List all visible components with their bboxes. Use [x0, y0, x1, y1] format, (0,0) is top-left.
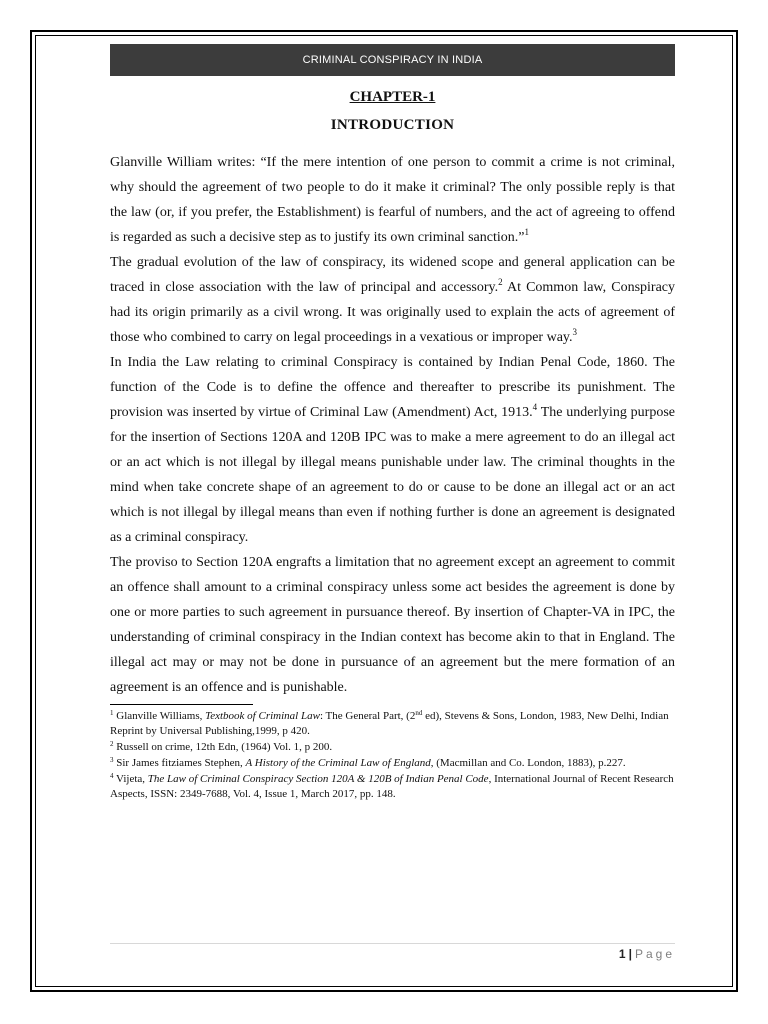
- paragraph-3-text-b: The underlying purpose for the insertion of Sections 120A and 120B IPC was to make a mere agreement to do an illegal act or an act which is not illegal by illegal means punishable under law. The criminal thoughts in the mind when take concrete shape of an agreement to do or cause to be done an illegal act or an act which is not illegal by illegal means than even if nothing further is done an agreement is designated as a criminal conspiracy.: [110, 405, 675, 545]
- footnote-ref-1[interactable]: 1: [524, 227, 529, 237]
- paragraph-3: [110, 350, 675, 550]
- paragraph-1-text: Glanville William writes: “If the mere intention of one person to commit a crime is not criminal, why should the agreement of two people to do it make it criminal? The only possible reply is that the law (or, if you prefer, the Establishment) is fearful of numbers, and the act of agreeing to offend is regarded as such a decisive step as to justify its own criminal sanction.”: [110, 155, 675, 245]
- footnote-separator: [110, 704, 253, 705]
- page-number-label: Page: [634, 947, 675, 961]
- running-header: [110, 44, 675, 76]
- footnote-4-pre: Vijeta,: [113, 773, 148, 785]
- footnote-2-text: Russell on crime, 12th Edn, (1964) Vol. 1, p 200.: [113, 741, 333, 753]
- footnote-1-ordinal: nd: [415, 709, 423, 717]
- footer-rule: [110, 943, 675, 944]
- footnote-3: [110, 756, 675, 771]
- paragraph-4-text: The proviso to Section 120A engrafts a limitation that no agreement except an agreement to commit an offence shall amount to a criminal conspiracy unless some act besides the agreement is done by one or more parties to such agreement in pursuance thereof. By insertion of Chapter-VA in IPC, the understanding of criminal conspiracy in the Indian context has become akin to that in England. The illegal act may or may not be done in pursuance of an agreement but the mere formation of an agreement is an offence and is punishable.: [110, 555, 675, 695]
- chapter-title: INTRODUCTION: [330, 117, 455, 133]
- footnote-ref-2[interactable]: 2: [498, 277, 503, 287]
- footnote-ref-4[interactable]: 4: [532, 402, 538, 412]
- paragraph-4: [110, 550, 675, 700]
- footnote-2-number: 2: [110, 740, 114, 748]
- footnote-3-number: 3: [110, 756, 114, 764]
- page-number: [619, 947, 675, 961]
- running-header-title: CRIMINAL CONSPIRACY IN INDIA: [302, 54, 483, 66]
- footnote-4-title: The Law of Criminal Conspiracy Section 120A & 120B of Indian Penal Code: [147, 773, 489, 785]
- footnote-4: [110, 772, 675, 802]
- body-text: [110, 150, 675, 700]
- footnote-3-post: , (Macmillan and Co. London, 1883), p.227.: [430, 757, 626, 769]
- footnote-1-title: Textbook of Criminal Law: [205, 710, 320, 722]
- paragraph-2-text-a: The gradual evolution of the law of conspiracy, its widened scope and general application can be traced in close association with the law of principal and accessory.: [110, 255, 675, 295]
- paragraph-3-text-a: In India the Law relating to criminal Conspiracy is contained by Indian Penal Code, 1860. The function of the Code is to define the offence and thereafter to prescribe its punishment. The provision was inserted by virtue of Criminal Law (Amendment) Act, 1913.: [110, 355, 675, 420]
- footnote-4-post: , International Journal of Recent Research Aspects, ISSN: 2349-7688, Vol. 4, Issue 1, March 2017, pp. 148.: [110, 773, 674, 800]
- footnote-3-title: A History of the Criminal Law of England: [245, 757, 431, 769]
- footnote-1-mid: : The General Part, (2: [319, 710, 416, 722]
- paragraph-1: [110, 150, 675, 250]
- footnotes: [110, 709, 675, 802]
- footnote-4-number: 4: [110, 772, 114, 780]
- chapter-label: CHAPTER-1: [349, 89, 436, 105]
- footnote-ref-3[interactable]: 3: [572, 327, 578, 337]
- footnote-3-pre: Sir James fitziames Stephen,: [113, 757, 246, 769]
- page-number-value: 1: [618, 947, 626, 961]
- footnote-1-pre: Glanville Williams,: [113, 710, 206, 722]
- paragraph-2-text-b: At Common law, Conspiracy had its origin primarily as a civil wrong. It was originally used to explain the acts of agreement of those who combined to carry on legal proceedings in a vexatious or improper way.: [110, 280, 676, 345]
- page-number-separator: |: [628, 947, 632, 961]
- page-content: [110, 86, 675, 803]
- paragraph-2: [110, 250, 675, 350]
- footnote-1-number: 1: [110, 709, 114, 717]
- footnote-1: [110, 709, 675, 739]
- footnote-2: [110, 740, 675, 755]
- footnote-1-post: ed), Stevens & Sons, London, 1983, New Delhi, Indian Reprint by Universal Publishing,1999, p 420.: [110, 710, 669, 737]
